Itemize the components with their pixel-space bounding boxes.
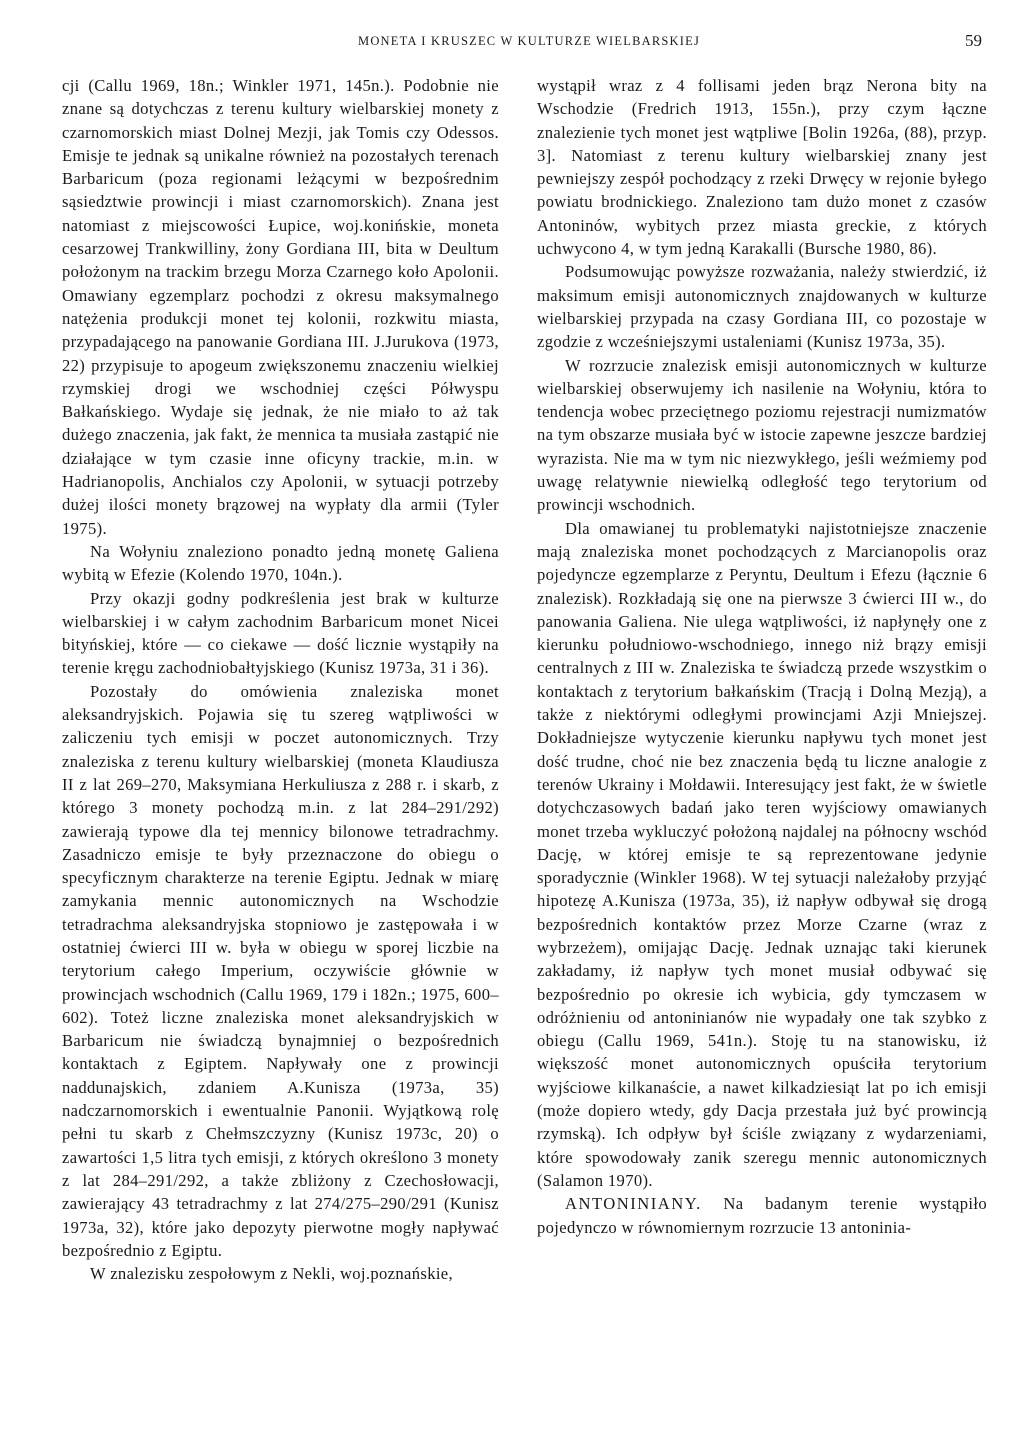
page-number: 59: [965, 31, 982, 50]
section-paragraph: [537, 1192, 987, 1239]
paragraph: Podsumowując powyższe rozważania, należy stwierdzić, iż maksimum emisji autonomicznych znajdowanych w kulturze wielbarskiej przypada na czasy Gordiana III, co pozostaje w zgodzie z wcześniejszymi ustaleniami (Kunisz 1973a, 35).: [537, 262, 987, 352]
running-head: MONETA I KRUSZEC W KULTURZE WIELBARSKIEJ: [358, 34, 701, 48]
paragraph: wystąpił wraz z 4 follisami jeden brąz Nerona bity na Wschodzie (Fredrich 1913, 155n.), przy czym łączne znalezienie tych monet jest wątpliwe [Bolin 1926a, (88), przyp. 3]. Natomiast z terenu kultury wielbarskiej znany jest pewniejszy zespół pochodzący z rzeki Drwęcy w rejonie byłego powiatu brodnickiego. Znaleziono tam dużo monet z czasów Antoninów, wybitych przez miasta greckie, z których uchwycono 4, w tym jedną Karakalli (Bursche 1980, 86).: [537, 76, 987, 259]
paragraph: Dla omawianej tu problematyki najistotniejsze znaczenie mają znaleziska monet pochodzących z Marcianopolis oraz pojedyncze egzemplarze z Peryntu, Deultum i Efezu (łącznie 6 znalezisk). Rozkładają się one na pierwsze 3 ćwierci III w., do panowania Galiena. Nie ulega wątpliwości, iż napłynęły one z kierunku południowo-wschodniego, innego niż brązy emisji centralnych z III w. Znaleziska te świadczą przede wszystkim o kontaktach z terytorium bałkańskim (Tracją i Dolną Mezją), a także z niektórymi odległymi prowincjami Azji Mniejszej. Dokładniejsze wytyczenie kierunku napływu tych monet jest dość trudne, choć nie bez znaczenia będą tu liczne analogie z terenów Ukrainy i Mołdawii. Interesujący jest fakt, że w świetle dotychczasowych badań jako teren wyjściowy omawianych monet trzeba wykluczyć położoną najdalej na północny wschód Dację, w której emisje te są reprezentowane jedynie sporadycznie (Winkler 1968). W tej sytuacji należałoby przyjąć hipotezę A.Kunisza (1973a, 35), iż napływ odbywał się drogą bezpośrednich kontaktów przez Morze Czarne (wraz z wybrzeżem), omijając Dację. Jednak uznając taki kierunek zakładamy, iż napływ tych monet musiał odbywać się bezpośrednio po okresie ich wybicia, gdy tymczasem w odróżnieniu od antoninianów nie wypadały one tak szybko z obiegu (Callu 1969, 541n.). Stoję tu na stanowisku, iż większość monet autonomicznych opuściła terytorium wyjściowe kilkanaście, a nawet kilkadziesiąt lat po ich emisji (może dopiero wtedy, gdy Dacja przestała już być prowincją rzymską). Ich odpływ był ściśle związany z wydarzeniami, które spowodowały zanik szeregu mennic autonomicznych (Salamon 1970).: [537, 518, 987, 1190]
paragraph: W rozrzucie znalezisk emisji autonomicznych w kulturze wielbarskiej obserwujemy ich nasilenie na Wołyniu, która to tendencja wobec przeciętnego poziomu rejestracji numizmatów na tym obszarze musiała być w istocie zapewne jeszcze bardziej wyrazista. Nie ma w tym nic niezwykłego, jeśli weźmiemy pod uwagę relatywnie niewielką odległość tego terytorium od prowincji wschodnich.: [537, 355, 987, 515]
paragraph: Na Wołyniu znaleziono ponadto jedną monetę Galiena wybitą w Efezie (Kolendo 1970, 104n.).: [62, 541, 499, 585]
left-column: [62, 74, 499, 1285]
right-column: [537, 74, 987, 1239]
paragraph: cji (Callu 1969, 18n.; Winkler 1971, 145n.). Podobnie nie znane są dotychczas z terenu kultury wielbarskiej monety z czarnomorskich miast Dolnej Mezji, jak Tomis czy Odessos. Emisje te jednak są unikalne również na pozostałych terenach Barbaricum (poza regionami leżącymi w bezpośrednim sąsiedztwie prowincji i miast czarnomorskich). Znana jest natomiast z miejscowości Łupice, woj.konińskie, moneta cesarzowej Trankwilliny, żony Gordiana III, bita w Deultum położonym na trackim brzegu Morza Czarnego koło Apolonii. Omawiany egzemplarz pochodzi z okresu maksymalnego natężenia produkcji monet tej kolonii, rozkwitu miasta, przypadającego na panowanie Gordiana III. J.Jurukova (1973, 22) przypisuje to apogeum zwiększonemu znaczeniu wielkiej rzymskiej drogi we wschodniej części Półwyspu Bałkańskiego. Wydaje się jednak, że nie miało to aż tak dużego znaczenia, jak fakt, że mennica ta musiała zastąpić nie działające w tym czasie inne oficyny trackie, m.in. w Hadrianopolis, Anchialos czy Apolonii, w sytuacji potrzeby dużej ilości monety brązowej na wypłaty dla armii (Tyler 1975).: [62, 76, 499, 538]
section-heading: ANTONINIANY.: [565, 1194, 702, 1214]
paragraph: W znalezisku zespołowym z Nekli, woj.poznańskie,: [90, 1264, 454, 1284]
section-text: Na badanym terenie wystąpiło pojedynczo w równomiernym rozrzucie 13 antoninia-: [537, 1194, 987, 1237]
page-header: [0, 31, 1024, 56]
paragraph: Pozostały do omówienia znaleziska monet aleksandryjskich. Pojawia się tu szereg wątpliwości w zaliczeniu tych emisji w poczet autonomicznych. Trzy znaleziska z terenu kultury wielbarskiej (moneta Klaudiusza II z lat 269–270, Maksymiana Herkuliusza z 288 r. i skarb, z którego 3 monety pochodzą m.in. z lat 284–291/292) zawierają typowe dla tej mennicy bilonowe tetradrachmy. Zasadniczo emisje te były przeznaczone do obiegu o specyficznym charakterze na terenie Egiptu. Jednak w miarę zamykania mennic autonomicznych na Wschodzie tetradrachma aleksandryjska stopniowo je zastępowała i w ostatniej ćwierci III w. była w obiegu w sporej liczbie na terytorium całego Imperium, oczywiście głównie w prowincjach wschodnich (Callu 1969, 179 i 182n.; 1975, 600–602). Toteż liczne znaleziska monet aleksandryjskich w Barbaricum nie świadczą bynajmniej o bezpośrednich kontaktach z Egiptem. Napływały one z prowincji naddunajskich, zdaniem A.Kunisza (1973a, 35) nadczarnomorskich i ewentualnie Panonii. Wyjątkową rolę pełni tu skarb z Chełmszczyzny (Kunisz 1973c, 20) o zawartości 1,5 litra tych emisji, z których określono 3 monety z lat 284–291/292, a także zbliżony z Czechosłowacji, zawierający 43 tetradrachmy z lat 274/275–290/291 (Kunisz 1973a, 32), które jako depozyty pierwotne mogły napływać bezpośrednio z Egiptu.: [62, 681, 499, 1260]
paragraph: Przy okazji godny podkreślenia jest brak w kulturze wielbarskiej i w całym zachodnim Barbaricum monet Nicei bityńskiej, które — co ciekawe — dość licznie wystąpiły na terenie kręgu zachodniobałtyjskiego (Kunisz 1973a, 31 i 36).: [62, 588, 499, 678]
